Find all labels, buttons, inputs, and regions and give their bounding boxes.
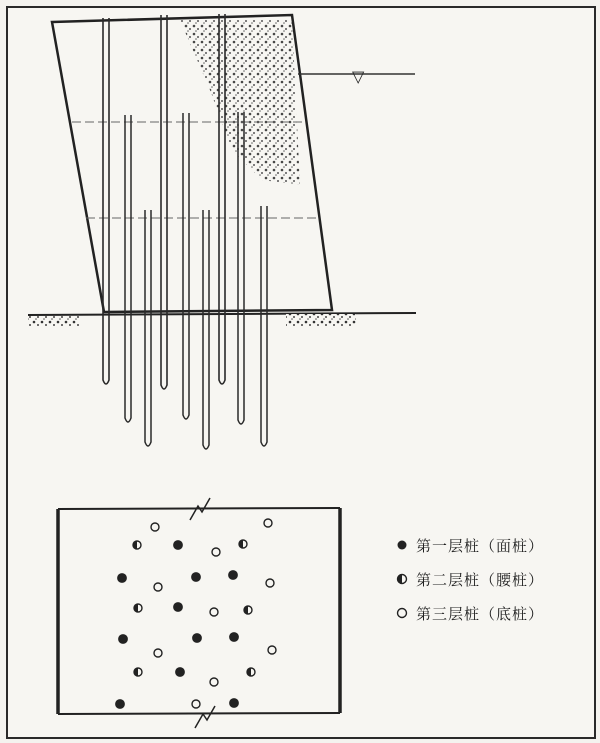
pile-marker-filled [193, 634, 201, 642]
filled-circle-icon [394, 537, 416, 553]
pile-marker-filled [118, 574, 126, 582]
legend-label-first-layer: 第一层桩（面桩） [416, 536, 545, 555]
plan-border-bottom [58, 713, 340, 714]
legend-label-second-layer: 第二层桩（腰桩） [416, 570, 545, 589]
half-fill-overlays [133, 540, 251, 676]
pile-marker-filled [119, 635, 127, 643]
legend-label-third-layer: 第三层桩（底桩） [416, 604, 545, 623]
pile-marker-open [192, 700, 200, 708]
water-level-symbol: ▽ [352, 67, 365, 86]
pile-marker-open [268, 646, 276, 654]
pile-marker-open [154, 649, 162, 657]
legend-item-third-layer [394, 596, 544, 630]
pile-marker-filled [230, 699, 238, 707]
break-mark-bottom [195, 706, 215, 728]
pile-marker-filled [174, 541, 182, 549]
pile-marker-open [212, 548, 220, 556]
legend-item-second-layer [394, 562, 544, 596]
legend-item-first-layer [394, 528, 544, 562]
pile-marker-open [264, 519, 272, 527]
pile-marker-open [210, 608, 218, 616]
open-circle-icon [394, 605, 416, 621]
pile-markers [116, 519, 276, 708]
pile-marker-filled [174, 603, 182, 611]
pile-marker-filled [176, 668, 184, 676]
pile-marker-open [266, 579, 274, 587]
pile-marker-filled [192, 573, 200, 581]
pile-marker-filled [229, 571, 237, 579]
pile-marker-open [154, 583, 162, 591]
pile-marker-open [210, 678, 218, 686]
half-circle-icon [394, 571, 416, 587]
pile-marker-filled [230, 633, 238, 641]
pile-marker-filled [116, 700, 124, 708]
legend [394, 528, 544, 630]
pile-marker-open [151, 523, 159, 531]
